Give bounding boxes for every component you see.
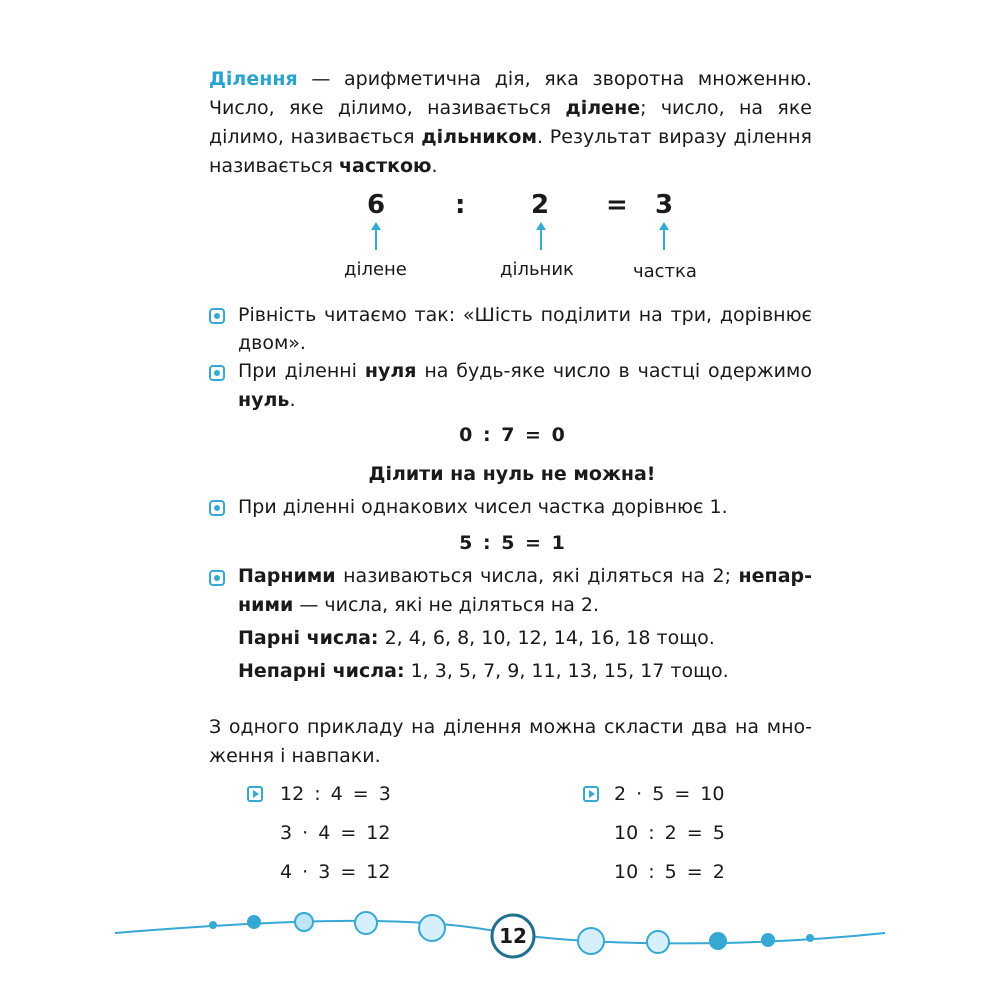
footer-dot [806, 934, 814, 942]
footer-dot [578, 928, 604, 954]
page-number: 12 [499, 924, 527, 948]
definition-line-2: Число, яке ділимо, називається ділене; число, на яке [209, 97, 812, 119]
label-divisor: дільник [500, 259, 574, 280]
equation-equals: = [606, 190, 628, 220]
example-right-3: 10 : 5 = 2 [614, 861, 725, 883]
footer-dot [247, 915, 261, 929]
example-right-2: 10 : 2 = 5 [614, 822, 725, 844]
warning-text: Ділити на нуль не можна! [368, 463, 656, 485]
definition-line-3: ділимо, називається дільником. Результат виразу ділення [209, 126, 812, 148]
bullet-1-line-1: Рівність читаємо так: «Шість поділити на три, дорівнює [238, 304, 812, 326]
label-quotient: частка [633, 261, 697, 282]
bullet-icon [209, 365, 225, 381]
bullet-icon [209, 308, 225, 324]
play-icon [247, 786, 263, 802]
footer-dot [761, 933, 775, 947]
footer-dot [419, 915, 445, 941]
footer-dot [295, 913, 313, 931]
odd-numbers: Непарні числа: 1, 3, 5, 7, 9, 11, 13, 15, 17 тощо. [238, 660, 729, 682]
bullet-4-line-2: ними — числа, які не діляться на 2. [238, 594, 600, 616]
footer-dot [355, 912, 377, 934]
footer-dot [709, 932, 727, 950]
label-dividend: ділене [344, 259, 407, 280]
arrow-up-icon [540, 228, 542, 250]
example-left-1: 12 : 4 = 3 [280, 783, 391, 805]
bullet-1-line-2: двом». [238, 332, 306, 354]
definition-line-1: Ділення — арифметична дія, яка зворотна множенню. [209, 68, 812, 90]
bullet-icon [209, 570, 225, 586]
arrow-up-icon [375, 228, 377, 250]
equation-dividend: 6 [367, 190, 386, 220]
equation-zero: 0 : 7 = 0 [459, 424, 565, 446]
example-intro-line-1: З одного прикладу на ділення можна скласти два на мно- [209, 716, 812, 738]
even-numbers: Парні числа: 2, 4, 6, 8, 10, 12, 14, 16, 18 тощо. [238, 627, 715, 649]
bullet-2-line-2: нуль. [238, 389, 296, 411]
arrow-up-icon [663, 228, 665, 250]
bullet-2-line-1: При діленні нуля на будь-яке число в частці одержимо [238, 360, 812, 382]
footer-dot [647, 931, 669, 953]
bullet-4-line-1: Парними називаються числа, які діляться на 2; непар- [238, 565, 812, 587]
equation-one: 5 : 5 = 1 [459, 532, 565, 554]
footer-dot [209, 921, 217, 929]
example-left-2: 3 · 4 = 12 [280, 822, 391, 844]
equation-quotient: 3 [655, 190, 674, 220]
term-division: Ділення [209, 68, 298, 90]
definition-line-4: називається часткою. [209, 155, 438, 177]
example-left-3: 4 · 3 = 12 [280, 861, 391, 883]
bullet-3-text: При діленні однакових чисел частка дорівнює 1. [238, 496, 728, 518]
example-right-1: 2 · 5 = 10 [614, 783, 725, 805]
equation-colon: : [455, 190, 466, 220]
equation-divisor: 2 [531, 190, 550, 220]
bullet-icon [209, 500, 225, 516]
example-intro-line-2: ження і навпаки. [209, 745, 381, 767]
play-icon [583, 786, 599, 802]
